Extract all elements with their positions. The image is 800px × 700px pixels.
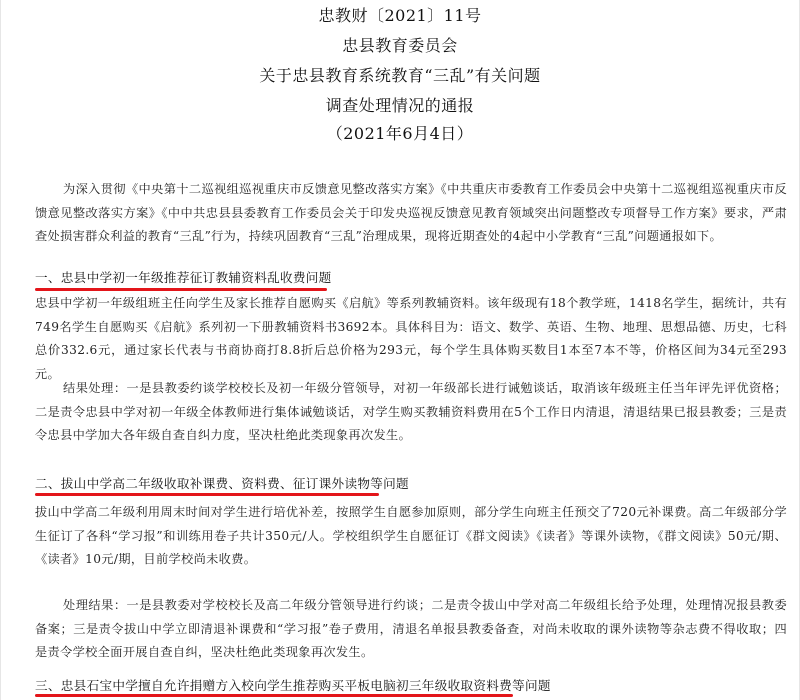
issuer: 忠县教育委员会 — [342, 36, 458, 55]
intro-paragraph: 为深入贯彻《中央第十二巡视组巡视重庆市反馈意见整改落实方案》《中共重庆市委教育工作委员会中央第十二巡视组巡视重庆市反馈意见整改落实方案》《中中共忠县县委教育工作委员会关于印发央巡视反馈意见教育领域突出问题整改专项督导工作方案》要求，严肃查处损害群众利益的教育“三乱”行为，持续巩固教育“三乱”治理成果，现将近期查处的4起中小学教育“三乱”问题通报如下。 — [35, 182, 787, 244]
section-1-body: 忠县中学初一年级组班主任向学生及家长推荐自愿购买《启航》等系列教辅资料。该年级现有18个教学班，1418名学生，据统计，共有749名学生自愿购买《启航》系列初一下册教辅资料书3692本。具体科目为：语文、数学、英语、生物、地理、思想品德、历史，七科总价332.6元，通过家长代表与书商协商打8.8折后总价格为293元，每个学生具体购买数目1本至7本不等，价格区间为34元至293元。 — [35, 296, 787, 381]
section-3-heading: 三、忠县石宝中学擅自允许捐赠方入校向学生推荐购买平板电脑初三年级收取资料费等问题 — [35, 678, 551, 693]
section-1-result: 结果处理：一是县教委约谈学校校长及初一年级分管领导，对初一年级部长进行诫勉谈话，取消该年级班主任当年评先评优资格；二是责令忠县中学对初一年级全体教师进行集体诫勉谈话，对学生购买教辅资料费用在5个工作日内清退，清退结果已报县教委；三是责令忠县中学加大各年级自查自纠力度，坚决杜绝此类现象再次发生。 — [35, 381, 787, 443]
title-line-2: 调查处理情况的通报 — [325, 96, 475, 115]
section-2-result: 处理结果：一是县教委对学校校长及高二年级分管领导进行约谈；二是责令拔山中学对高二年级组长给予处理，处理情况报县教委备案；三是责令拔山中学立即清退补课费和“学习报”卷子费用，清退名单报县教委备查，对尚未收取的课外读物等杂志费不得收取；四是责令学校全面开展自查自纠，坚决杜绝此类现象再次发生。 — [35, 598, 787, 660]
section-1-heading: 一、忠县中学初一年级推荐征订教辅资料乱收费问题 — [35, 270, 332, 285]
section-3-underline — [35, 694, 513, 697]
section-2-underline — [35, 493, 379, 496]
title-line-1: 关于忠县教育系统教育“三乱”有关问题 — [259, 66, 541, 85]
document-date: （2021年6月4日） — [326, 124, 474, 143]
section-2-body: 拔山中学高二年级利用周末时间对学生进行培优补差，按照学生自愿参加原则，部分学生向班主任预交了720元补课费。高二年级部分学生征订了各科“学习报”和训练用卷子共计350元/人。学校组织学生自愿征订《群文阅读》《读者》等课外读物，《群文阅读》50元/期、《读者》10元/期，目前学校尚未收费。 — [35, 505, 787, 567]
section-2-heading: 二、拔山中学高二年级收取补课费、资料费、征订课外读物等问题 — [35, 476, 409, 491]
document-number: 忠教财〔2021〕11号 — [318, 6, 482, 25]
section-1-underline — [35, 288, 327, 291]
